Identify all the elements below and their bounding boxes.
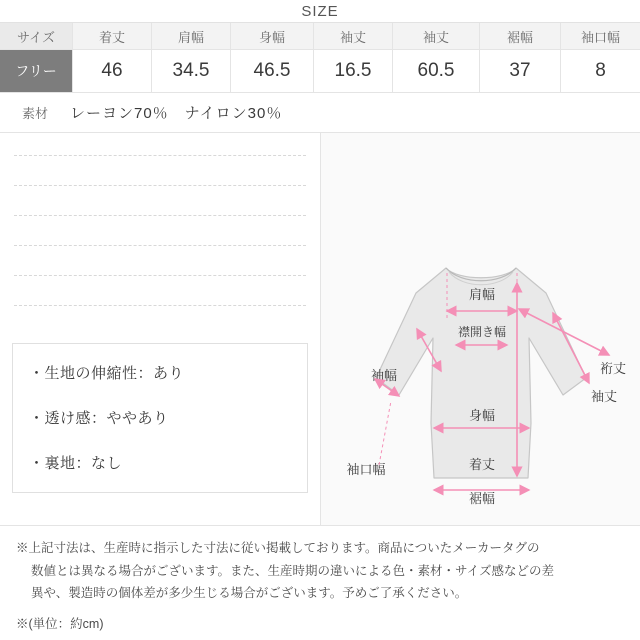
footer-unit: ※(単位：約cm) — [16, 616, 104, 631]
size-table-header-cell: 袖丈 — [314, 23, 393, 50]
size-table-cell: 60.5 — [393, 50, 480, 93]
label-neck-open: 襟開き幅 — [457, 325, 507, 339]
footer-line: 異や、製造時の個体差が多少生じる場合がございます。予めご了承ください。 — [31, 586, 468, 601]
dotted-divider — [14, 155, 306, 156]
size-row-label: フリー — [0, 50, 73, 93]
label-hem-width: 裾幅 — [468, 491, 496, 506]
size-table-cell: 8 — [561, 50, 640, 93]
label-cuff-width: 袖口幅 — [346, 462, 386, 477]
garment-diagram — [320, 133, 640, 525]
size-table-cell: 46 — [73, 50, 152, 93]
size-table-cell: 46.5 — [231, 50, 314, 93]
size-table-header-cell: 身幅 — [231, 23, 314, 50]
size-table-header-cell: 着丈 — [73, 23, 152, 50]
material-row — [0, 93, 640, 133]
size-table-header-cell: 袖丈 — [393, 23, 480, 50]
size-table-value-row — [0, 50, 640, 93]
note-item: ・裏地：なし — [29, 455, 123, 472]
label-shoulder: 肩幅 — [468, 287, 496, 302]
material-label: 素材 — [21, 106, 48, 121]
label-body-width: 身幅 — [468, 408, 496, 423]
label-sleeve-length: 袖丈 — [590, 389, 618, 404]
page-title-text: SIZE — [301, 2, 339, 20]
label-yuki: 裄丈 — [599, 361, 627, 376]
size-table-header-cell: 肩幅 — [152, 23, 231, 50]
note-item: ・透け感：ややあり — [29, 410, 169, 427]
size-table-header-cell: 袖口幅 — [561, 23, 640, 50]
size-table-header-row — [0, 23, 640, 50]
dotted-divider — [14, 215, 306, 216]
label-sleeve-width: 袖幅 — [370, 368, 398, 383]
note-item: ・生地の伸縮性：あり — [29, 365, 185, 382]
footer-line: 数値とは異なる場合がございます。また、生産時期の違いによる色・素材・サイズ感などの差 — [31, 563, 555, 578]
size-table-cell: 16.5 — [314, 50, 393, 93]
dotted-divider — [14, 185, 306, 186]
size-table-cell: 37 — [480, 50, 561, 93]
notes-box — [12, 343, 308, 493]
size-table-cell: 34.5 — [152, 50, 231, 93]
dotted-divider — [14, 305, 306, 306]
dotted-divider — [14, 245, 306, 246]
dotted-divider — [14, 275, 306, 276]
page-title — [0, 0, 640, 23]
material-value: レーヨン70％ ナイロン30％ — [70, 105, 283, 122]
size-table-header-cell: 裾幅 — [480, 23, 561, 50]
footer-line: ※上記寸法は、生産時に指示した寸法に従い掲載しております。商品についたメーカータグの — [16, 541, 540, 555]
footer-note — [0, 525, 640, 635]
size-table-header-cell: サイズ — [0, 23, 73, 50]
detail-section — [0, 133, 640, 525]
label-length: 着丈 — [468, 457, 496, 472]
left-info-column — [0, 133, 320, 525]
size-table — [0, 23, 640, 93]
